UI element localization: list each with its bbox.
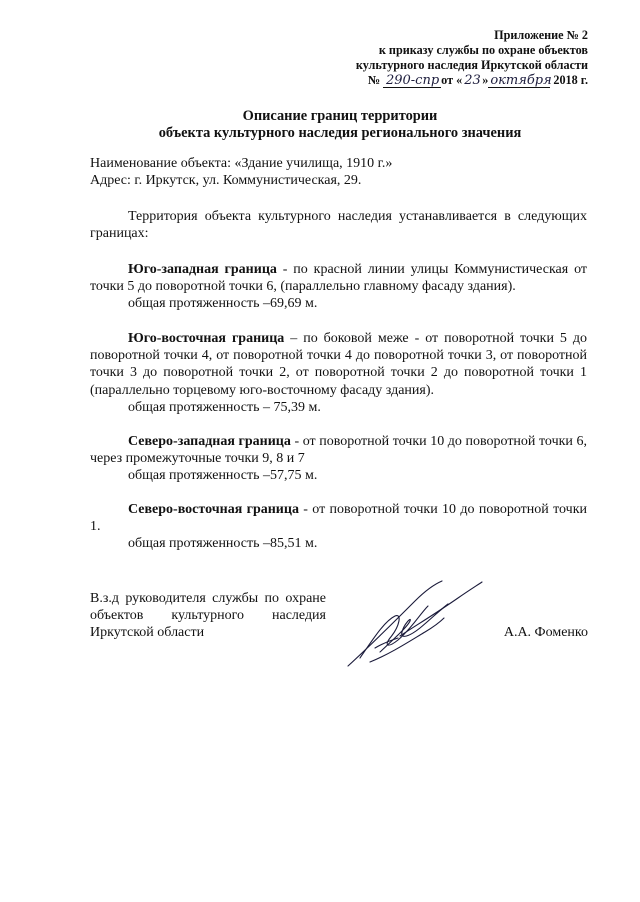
appendix-number: Приложение № 2 xyxy=(494,28,588,42)
order-number-handwritten: 290-спр xyxy=(383,74,441,88)
boundary-southwest-name: Юго-западная граница xyxy=(128,262,277,277)
document-title xyxy=(60,108,620,142)
boundary-southwest-text: - по красной линии улицы Коммунистическая от точки 5 до поворотной точки 6, (параллельно главному фасаду здания). xyxy=(90,262,587,295)
boundary-northeast-length: общая протяженность –85,51 м. xyxy=(128,536,318,552)
boundary-southwest xyxy=(90,261,587,313)
object-info xyxy=(90,155,392,189)
boundary-southeast-text: – по боковой меже - от поворотной точки 5 до поворотной точки 4, от поворотной точки 4 до поворотной точки 3, от поворотной точки 3 до поворотной точки 2, от поворотной точки 2 до поворотной точки 1 (параллельно торцевому юго-восточному фасаду здания). xyxy=(90,331,587,398)
boundary-northwest xyxy=(90,433,587,485)
order-day-handwritten: 23 xyxy=(464,73,481,88)
order-month-handwritten: октября xyxy=(490,73,552,88)
boundary-southwest-length: общая протяженность –69,69 м. xyxy=(128,296,318,312)
appendix-order-ref: к приказу службы по охране объектов xyxy=(378,43,588,57)
appendix-order-line: № 290-спр от « 23» октября 2018 г. xyxy=(367,73,588,88)
boundary-northeast xyxy=(90,501,587,553)
boundary-northwest-name: Северо-западная граница xyxy=(128,434,291,449)
boundary-northeast-text: - от поворотной точки 10 до поворотной точки 1. xyxy=(90,502,588,535)
boundary-southeast-length: общая протяженность – 75,39 м. xyxy=(128,399,321,415)
title-line-1: Описание границ территории xyxy=(242,108,438,124)
signatory-role: В.з.д руководителя службы по охране объектов культурного наследия Иркутской области xyxy=(90,591,326,641)
appendix-header xyxy=(356,28,588,88)
object-address: Адрес: г. Иркутск, ул. Коммунистическая, 29. xyxy=(90,173,362,188)
title-line-2: объекта культурного наследия регионального значения xyxy=(158,125,522,141)
boundary-northeast-name: Северо-восточная граница xyxy=(128,502,299,517)
object-name: Наименование объекта: «Здание училища, 1910 г.» xyxy=(90,156,393,171)
order-from-label: от « xyxy=(441,73,463,87)
order-year: 2018 г. xyxy=(553,73,588,87)
boundary-northwest-text: - от поворотной точки 10 до поворотной точки 6, через промежуточные точки 9, 8 и 7 xyxy=(90,434,587,467)
order-number-prefix: № xyxy=(367,73,381,87)
territory-intro: Территория объекта культурного наследия устанавливается в следующих границах: xyxy=(90,209,587,242)
signatory-name: А.А. Фоменко xyxy=(503,625,588,640)
boundary-southeast-name: Юго-восточная граница xyxy=(128,331,285,346)
handwritten-signature xyxy=(340,566,490,676)
boundary-northwest-length: общая протяженность –57,75 м. xyxy=(128,468,318,484)
boundary-southeast xyxy=(90,330,587,416)
appendix-authority: культурного наследия Иркутской области xyxy=(355,58,588,72)
